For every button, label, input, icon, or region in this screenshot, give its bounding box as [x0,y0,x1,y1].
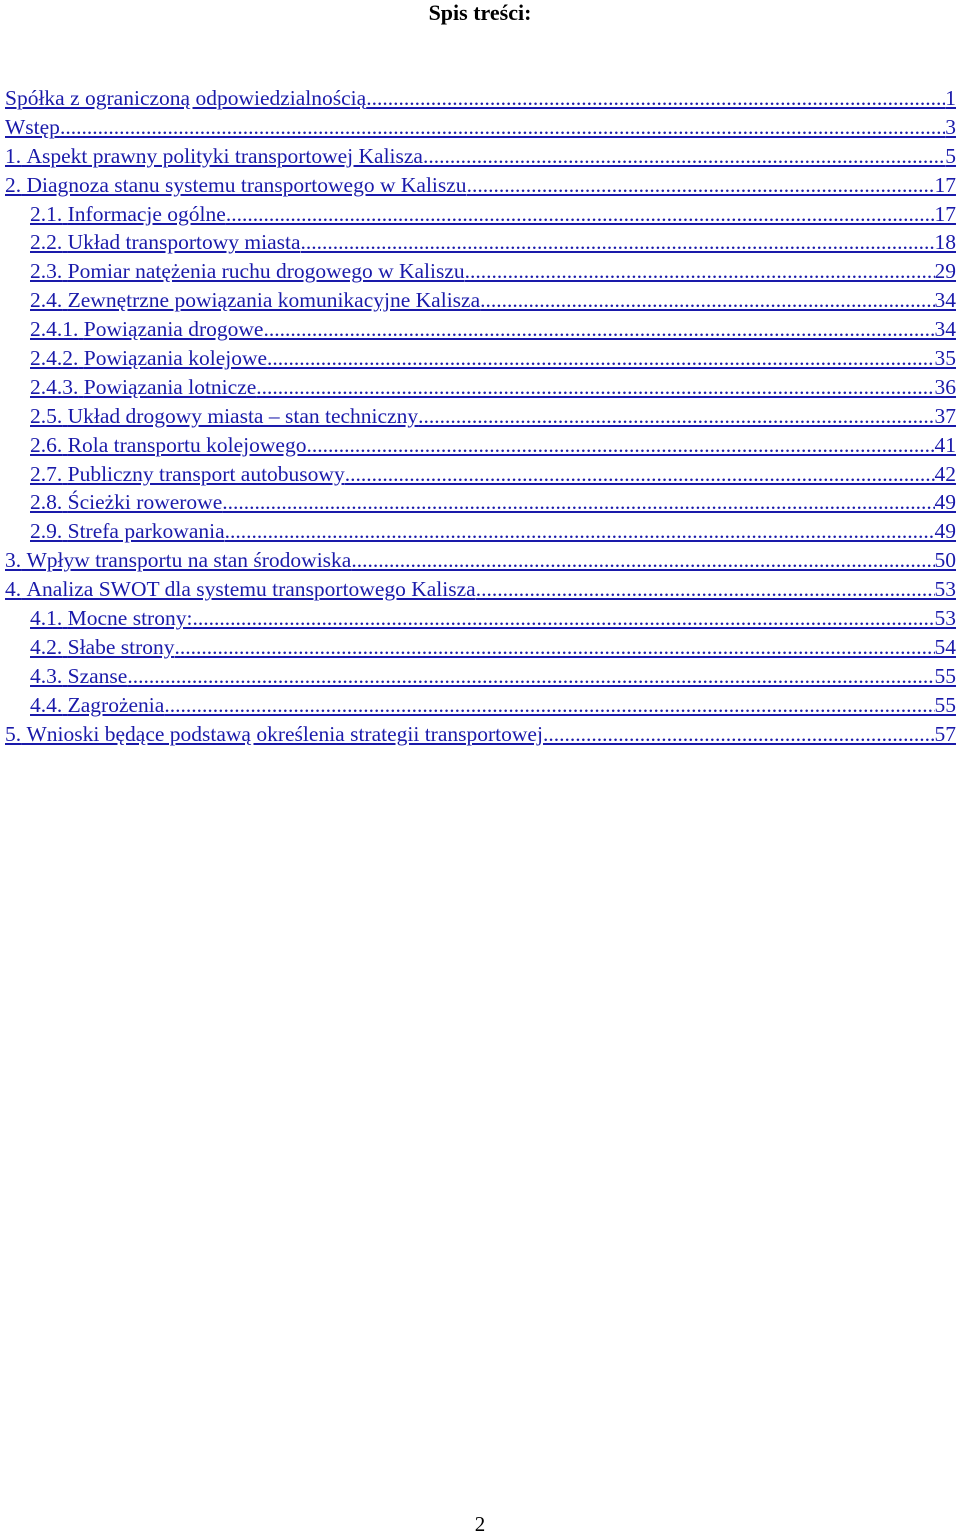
toc-entry-title: Aspekt prawny polityki transportowej Kalisza [26,143,423,168]
toc-entry-title: Mocne strony: [67,606,193,631]
toc-entry [5,402,956,431]
toc-entry-page: 17 [934,172,956,197]
toc-entry-number: 2.8. [30,490,63,515]
toc-entry-page: 50 [934,548,956,573]
toc-entry-page: 29 [934,259,956,284]
toc-entry-title: Powiązania lotnicze [83,374,257,399]
toc-entry-title: Szanse [67,663,128,688]
toc-leader-dots [175,633,935,662]
toc-entry-page: 34 [934,317,956,342]
toc-entry [5,431,956,460]
toc-entry-title: Układ drogowy miasta – stan techniczny [67,403,419,428]
toc-entry-page: 49 [934,519,956,544]
toc-entry-page: 53 [934,606,956,631]
toc-entry [5,604,956,633]
toc-entry [5,517,956,546]
toc-leader-dots [480,286,934,315]
toc-leader-dots [345,460,935,489]
toc-entry-page: 17 [934,201,956,226]
toc-entry [5,228,956,257]
toc-entry-link[interactable] [30,286,956,315]
toc-leader-dots [467,171,935,200]
toc-entry-page: 42 [934,461,956,486]
toc-entry-page: 18 [934,230,956,255]
toc-entry-link[interactable] [30,344,956,373]
toc-entry-number: 5. [5,721,22,746]
toc-leader-dots [351,546,934,575]
toc-entry-title: Publiczny transport autobusowy [67,461,345,486]
toc-entry-page: 1 [945,86,956,110]
toc-entry-title: Układ transportowy miasta [67,230,301,255]
toc-entry-link[interactable] [30,228,956,257]
toc-entry-number: 2.7. [30,461,63,486]
toc-entry [5,344,956,373]
toc-leader-dots [418,402,934,431]
toc-leader-dots [267,344,934,373]
toc-entry-page: 5 [945,143,956,168]
toc-entry-number: 2. [5,172,22,197]
toc-entry-title: Wpływ transportu na stan środowiska [26,548,352,573]
toc-entry-number: 2.2. [30,230,63,255]
toc-entry-link[interactable] [5,84,956,113]
toc-entry-title: Spółka z ograniczoną odpowiedzialnością [5,86,367,110]
toc-leader-dots [263,315,934,344]
toc-entry-link[interactable] [30,517,956,546]
toc-entry-link[interactable] [30,431,956,460]
toc-entry [5,546,956,575]
toc-entry [5,460,956,489]
toc-entry-number: 2.1. [30,201,63,226]
toc-entry-title: Wnioski będące podstawą określenia strategii transportowej [26,721,543,746]
toc-entry [5,200,956,229]
toc-entry-page: 57 [934,721,956,746]
toc-entry-link[interactable] [30,691,956,720]
toc-entry-title: Zewnętrzne powiązania komunikacyjne Kalisza [67,288,481,313]
toc-entry-title: Informacje ogólne [67,201,226,226]
toc-entry [5,575,956,604]
toc-entry-number: 2.4.1. [30,317,79,342]
toc-entry [5,720,956,749]
toc-entry-number: 4.4. [30,692,63,717]
toc-entry-title: Analiza SWOT dla systemu transportowego Kalisza [26,577,476,602]
toc-entry-page: 55 [934,663,956,688]
toc-entry-link[interactable] [30,662,956,691]
toc-entry [5,142,956,171]
toc-entry-link[interactable] [30,460,956,489]
toc-leader-dots [301,228,935,257]
toc-entry-title: Wstęp [5,114,60,139]
toc-entry-title: Ścieżki rowerowe [67,490,223,515]
toc-entry [5,373,956,402]
toc-entry-number: 2.4. [30,288,63,313]
toc-entry-page: 35 [934,346,956,371]
toc-entry-page: 49 [934,490,956,515]
toc-entry-link[interactable] [5,113,956,142]
toc-entry-number: 2.6. [30,432,63,457]
toc-entry-number: 2.4.3. [30,374,79,399]
toc-entry-number: 4.3. [30,663,63,688]
toc-leader-dots [476,575,935,604]
toc-entry-page: 54 [934,634,956,659]
toc-entry-link[interactable] [30,373,956,402]
toc-leader-dots [306,431,934,460]
toc-entry-title: Strefa parkowania [67,519,225,544]
toc-leader-dots [423,142,945,171]
toc-entry-link[interactable] [5,546,956,575]
toc-entry-page: 3 [945,114,956,139]
toc-entry [5,691,956,720]
toc-entry-link[interactable] [30,402,956,431]
toc-leader-dots [366,84,945,113]
toc-entry-link[interactable] [30,257,956,286]
toc-leader-dots [60,113,945,142]
toc-entry-number: 2.3. [30,259,63,284]
toc-entry-link[interactable] [30,604,956,633]
toc-entry [5,315,956,344]
toc-entry-number: 2.5. [30,403,63,428]
toc-entry-link[interactable] [30,488,956,517]
toc-leader-dots [225,517,935,546]
toc-entry-number: 4.2. [30,634,63,659]
toc-entry-number: 1. [5,143,22,168]
toc-entry [5,488,956,517]
toc-entry-link[interactable] [5,575,956,604]
toc-entry-title: Powiązania kolejowe [83,346,268,371]
toc-leader-dots [192,604,934,633]
toc-entry-number: 2.4.2. [30,346,79,371]
toc-entry-page: 34 [934,288,956,313]
toc-leader-dots [222,488,934,517]
toc-entry [5,113,956,142]
toc-title: Spis treści: [428,0,532,25]
toc-entry-title: Rola transportu kolejowego [67,432,307,457]
toc-leader-dots [127,662,934,691]
toc-entry-page: 36 [934,374,956,399]
toc-leader-dots [226,200,935,229]
toc-leader-dots [164,691,934,720]
toc-entry-page: 55 [934,692,956,717]
toc-entry-link[interactable] [5,720,956,749]
toc-entry-title: Powiązania drogowe [83,317,264,342]
toc-entry-link[interactable] [5,142,956,171]
toc-entry [5,662,956,691]
toc-entry-number: 2.9. [30,519,63,544]
toc-leader-dots [543,720,935,749]
toc-entry [5,84,956,113]
toc-leader-dots [465,257,935,286]
toc-list [5,84,956,748]
toc-entry-number: 4.1. [30,606,63,631]
toc-entry-link[interactable] [5,171,956,200]
toc-entry-title: Pomiar natężenia ruchu drogowego w Kaliszu [67,259,465,284]
toc-entry-page: 41 [934,432,956,457]
toc-entry [5,171,956,200]
toc-entry-title: Diagnoza stanu systemu transportowego w Kaliszu [26,172,467,197]
toc-entry-page: 53 [934,577,956,602]
toc-entry-number: 3. [5,548,22,573]
toc-entry-link[interactable] [30,200,956,229]
toc-entry-title: Zagrożenia [67,692,165,717]
toc-entry [5,286,956,315]
toc-entry [5,257,956,286]
toc-entry-page: 37 [934,403,956,428]
toc-entry [5,633,956,662]
toc-entry-title: Słabe strony [67,634,175,659]
toc-entry-number: 4. [5,577,22,602]
toc-entry-link[interactable] [30,633,956,662]
toc-leader-dots [256,373,934,402]
page-number: 2 [474,1512,486,1536]
toc-entry-link[interactable] [30,315,956,344]
